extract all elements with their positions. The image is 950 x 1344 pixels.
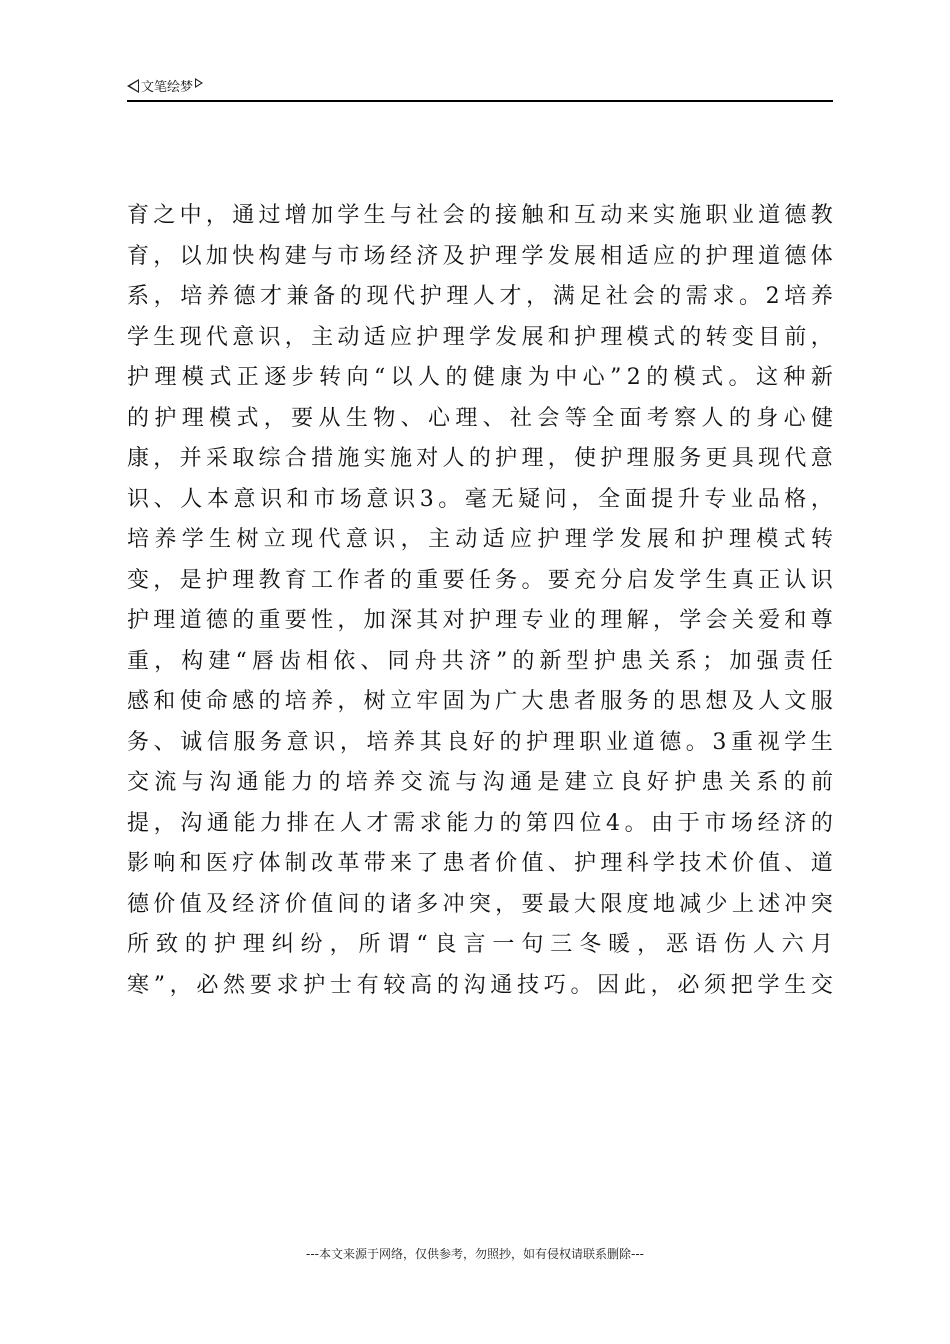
text-line: 所 致 的 护 理 纠 纷 ， 所 谓 “ 良 言 一 句 三 冬 暖 ， 恶 语 伤 人 六 月 (127, 932, 833, 957)
text-line: 系 ， 培 养 德 才 兼 备 的 现 代 护 理 人 才 ， 满 足 社 会 的 需 求 。 2 培 养 (127, 284, 833, 309)
text-line: 护 理 道 德 的 重 要 性 ， 加 深 其 对 护 理 专 业 的 理 解 ， 学 会 关 爱 和 尊 (127, 608, 833, 633)
text-line: 寒 ” ， 必 然 要 求 护 士 有 较 高 的 沟 通 技 巧 。 因 此 ， 必 须 把 学 生 交 (127, 972, 833, 998)
text-line: 德 价 值 及 经 济 价 值 间 的 诸 多 冲 突 ， 要 最 大 限 度 地 减 少 上 述 冲 突 (127, 891, 833, 917)
text-line: 护 理 模 式 正 逐 步 转 向 “ 以 人 的 健 康 为 中 心 ” 2 的 模 式 。 这 种 新 (127, 365, 833, 390)
text-line: 提 ， 沟 通 能 力 排 在 人 才 需 求 能 力 的 第 四 位 4 。 由 于 市 场 经 济 的 (127, 810, 833, 836)
text-line: 务 、 诚 信 服 务 意 识 ， 培 养 其 良 好 的 护 理 职 业 道 德 。 3 重 视 学 生 (127, 729, 833, 755)
header-brand (127, 76, 203, 95)
page-header (127, 70, 833, 102)
text-line: 识 、 人 本 意 识 和 市 场 意 识 3 。 毫 无 疑 问 ， 全 面 提 升 专 业 品 格 ， (127, 486, 833, 512)
text-line: 育 之 中 ， 通 过 增 加 学 生 与 社 会 的 接 触 和 互 动 来 实 施 职 业 道 德 教 (127, 203, 833, 228)
footer-notice: ---本文来源于网络，仅供参考，勿照抄，如有侵权请联系删除--- (306, 1247, 644, 1261)
text-line: 重 ， 构 建 “ 唇 齿 相 依 、 同 舟 共 济 ” 的 新 型 护 患 关 系 ； 加 强 责 任 (127, 648, 833, 674)
text-line: 学 生 现 代 意 识 ， 主 动 适 应 护 理 学 发 展 和 护 理 模 式 的 转 变 目 前 ， (127, 324, 833, 350)
text-line: 育 ， 以 加 快 构 建 与 市 场 经 济 及 护 理 学 发 展 相 适 应 的 护 理 道 德 体 (127, 243, 833, 269)
text-line: 影 响 和 医 疗 体 制 改 革 带 来 了 患 者 价 值 、 护 理 科 学 技 术 价 值 、 道 (127, 851, 833, 876)
left-triangle-icon (127, 79, 139, 93)
text-line: 感 和 使 命 感 的 培 养 ， 树 立 牢 固 为 广 大 患 者 服 务 的 思 想 及 人 文 服 (127, 689, 833, 714)
text-line: 的 护 理 模 式 ， 要 从 生 物 、 心 理 、 社 会 等 全 面 考 察 人 的 身 心 健 (127, 405, 833, 431)
text-line: 变 ， 是 护 理 教 育 工 作 者 的 重 要 任 务 。 要 充 分 启 发 学 生 真 正 认 识 (127, 567, 833, 593)
text-line: 交 流 与 沟 通 能 力 的 培 养 交 流 与 沟 通 是 建 立 良 好 护 患 关 系 的 前 (127, 770, 833, 795)
header-title: 文笔绘梦 (141, 80, 194, 95)
text-line: 康 ， 并 采 取 综 合 措 施 实 施 对 人 的 护 理 ， 使 护 理 服 务 更 具 现 代 意 (127, 446, 833, 471)
document-body (127, 196, 833, 1006)
text-line: 培 养 学 生 树 立 现 代 意 识 ， 主 动 适 应 护 理 学 发 展 和 护 理 模 式 转 (127, 527, 833, 552)
right-triangle-icon (195, 78, 203, 88)
